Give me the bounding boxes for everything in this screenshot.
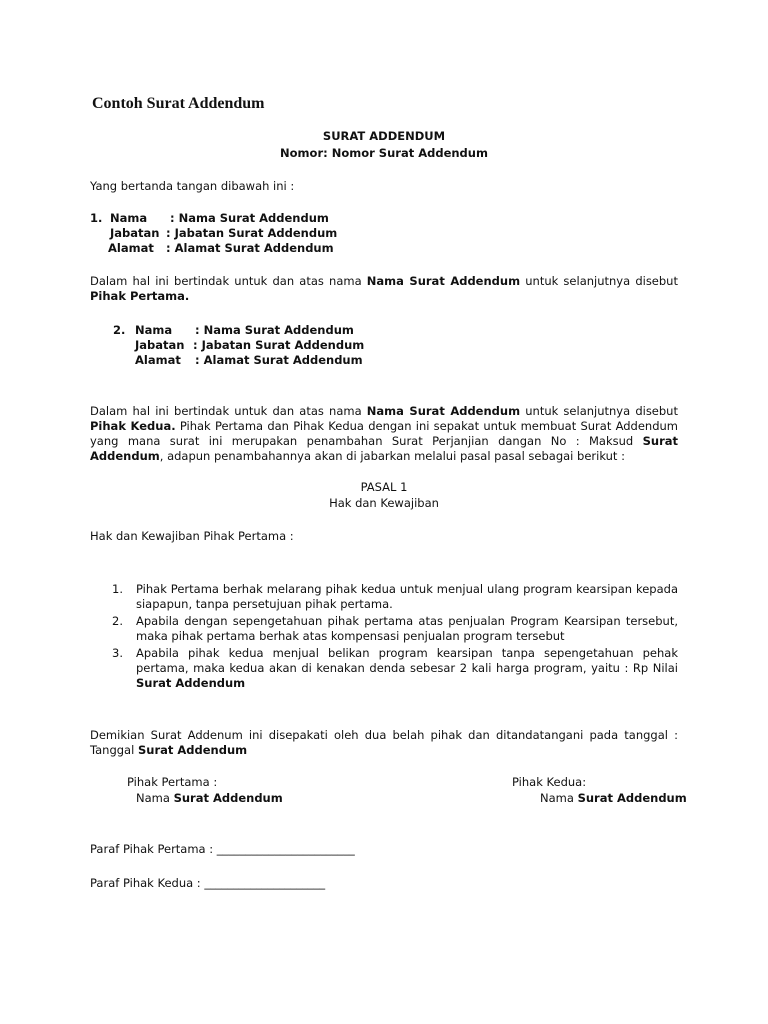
- letter-number: Nomor: Nomor Surat Addendum: [280, 146, 488, 160]
- party1-name-row: [90, 211, 329, 226]
- party2-position-value: : Jabatan Surat Addendum: [193, 338, 365, 352]
- party1-address-label: Alamat: [108, 241, 154, 255]
- party2-name-row: [113, 323, 354, 338]
- party2-name-value: : Nama Surat Addendum: [195, 323, 354, 337]
- party2-position-label: Jabatan: [135, 338, 185, 352]
- party1-position-row: [110, 226, 337, 241]
- party2-number: 2.: [113, 323, 126, 337]
- party2-name-label: Nama: [135, 323, 173, 337]
- paraf-second-party: Paraf Pihak Kedua : _____________________: [90, 876, 326, 890]
- pasal-subtitle: Hak dan Kewajiban: [329, 496, 439, 510]
- party1-position-value: : Jabatan Surat Addendum: [166, 226, 338, 240]
- closing-statement: Demikian Surat Addenum ini disepakati oleh dua belah pihak dan ditandatangani pada tanggal : Tanggal Surat Addendum: [90, 728, 678, 757]
- party2-position-row: [135, 338, 364, 353]
- pasal-item-text: Apabila dengan sepengetahuan pihak pertama atas penjualan Program Kearsipan tersebut, maka pihak pertama berhak atas kompensasi penjualan program tersebut: [136, 614, 678, 643]
- second-party-signature-name: Nama Surat Addendum: [540, 791, 687, 805]
- intro-text: Yang bertanda tangan dibawah ini :: [90, 179, 295, 193]
- paraf-first-party: Paraf Pihak Pertama : ________________________: [90, 842, 355, 856]
- party2-address-label: Alamat: [135, 353, 181, 367]
- party2-statement-name: Nama Surat Addendum: [366, 404, 521, 418]
- party2-address-value: : Alamat Surat Addendum: [195, 353, 363, 367]
- pasal-item-number: 2.: [112, 614, 123, 628]
- party2-statement: Dalam hal ini bertindak untuk dan atas nama Nama Surat Addendum untuk selanjutnya disebut Pihak Kedua. Pihak Pertama dan Pihak Kedua dengan ini sepakat untuk membuat Surat Addendum yang mana surat ini merupakan penambahan Surat Perjanjian dangan No : Maksud Surat Addendum, adapun penambahannya akan di jabarkan melalui pasal pasal sebagai berikut :: [90, 404, 678, 463]
- pasal-item-text: Apabila pihak kedua menjual belikan program kearsipan tanpa sepengetahuan pehak pertama, maka kedua akan di kenakan denda sebesar 2 kali harga program, yaitu : Rp Nilai Surat Addendum: [136, 646, 678, 690]
- letter-title: SURAT ADDENDUM: [322, 129, 446, 143]
- pasal-intro: Hak dan Kewajiban Pihak Pertama :: [90, 529, 294, 543]
- party1-address-value: : Alamat Surat Addendum: [166, 241, 334, 255]
- first-party-signature-label: Pihak Pertama :: [127, 775, 218, 789]
- document-heading: Contoh Surat Addendum: [92, 95, 265, 112]
- closing-bold: Surat Addendum: [137, 743, 248, 757]
- party2-address-row: [135, 353, 363, 368]
- party1-statement-role: Pihak Pertama.: [90, 289, 190, 303]
- party1-number: 1.: [90, 211, 103, 225]
- party2-statement-role: Pihak Kedua.: [90, 419, 176, 433]
- party2-agreement-bold: Surat Addendum: [90, 434, 678, 463]
- first-party-signature-name: Nama Surat Addendum: [136, 791, 283, 805]
- pasal-item-number: 3.: [112, 646, 123, 660]
- pasal-item-number: 1.: [112, 582, 123, 596]
- party1-statement-name: Nama Surat Addendum: [366, 274, 521, 288]
- party1-position-label: Jabatan: [110, 226, 160, 240]
- party1-name-value: : Nama Surat Addendum: [170, 211, 329, 225]
- party1-name-label: Nama: [110, 211, 148, 225]
- party1-statement: Dalam hal ini bertindak untuk dan atas nama Nama Surat Addendum untuk selanjutnya disebut Pihak Pertama.: [90, 274, 678, 303]
- party1-address-row: [108, 241, 334, 256]
- second-party-signature-label: Pihak Kedua:: [512, 775, 587, 789]
- pasal-title: PASAL 1: [360, 480, 408, 494]
- pasal-item-text: Pihak Pertama berhak melarang pihak kedua untuk menjual ulang program kearsipan kepada siapapun, tanpa persetujuan pihak pertama.: [136, 582, 678, 611]
